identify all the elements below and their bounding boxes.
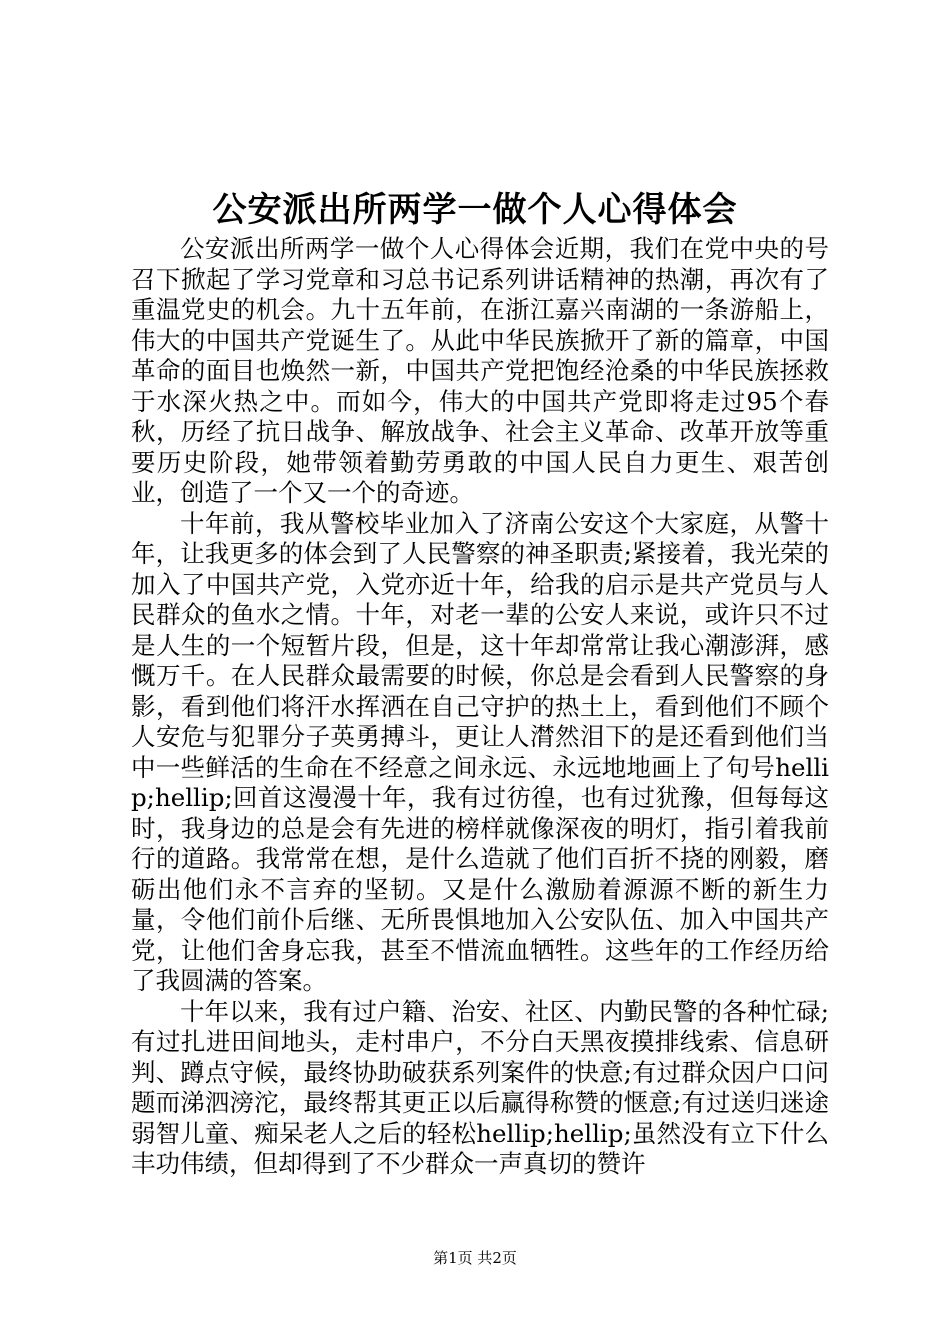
document-title: 公安派出所两学一做个人心得体会 bbox=[212, 190, 738, 230]
page-footer: 第1页 共2页 bbox=[433, 1249, 517, 1267]
paragraph-1: 公安派出所两学一做个人心得体会近期，我们在党中央的号召下掀起了学习党章和习总书记系列讲话精神的热潮，再次有了重温党史的机会。九十五年前，在浙江嘉兴南湖的一条游船上，伟大的中国共产党诞生了。从此中华民族掀开了新的篇章，中国革命的面目也焕然一新，中国共产党把饱经沧桑的中华民族拯救于水深火热之中。而如今，伟大的中国共产党即将走过95个春秋，历经了抗日战争、解放战争、社会主义革命、改革开放等重要历史阶段，她带领着勤劳勇敢的中国人民自力更生、艰苦创业，创造了一个又一个的奇迹。 bbox=[131, 234, 829, 507]
paragraph-3: 十年以来，我有过户籍、治安、社区、内勤民警的各种忙碌;有过扎进田间地头，走村串户，不分白天黑夜摸排线索、信息研判、蹲点守候，最终协助破获系列案件的快意;有过群众因户口问题而涕泗滂沱，最终帮其更正以后赢得称赞的惬意;有过送归迷途弱智儿童、痴呆老人之后的轻松hellip;hellip;虽然没有立下什么丰功伟绩，但却得到了不少群众一声真切的赞许 bbox=[131, 996, 829, 1178]
document-body bbox=[131, 234, 829, 1180]
paragraph-2: 十年前，我从警校毕业加入了济南公安这个大家庭，从警十年，让我更多的体会到了人民警察的神圣职责;紧接着，我光荣的加入了中国共产党，入党亦近十年，给我的启示是共产党员与人民群众的鱼水之情。十年，对老一辈的公安人来说，或许只不过是人生的一个短暂片段，但是，这十年却常常让我心潮澎湃，感慨万千。在人民群众最需要的时候，你总是会看到人民警察的身影，看到他们将汗水挥洒在自己守护的热土上，看到他们不顾个人安危与犯罪分子英勇搏斗，更让人潸然泪下的是还看到他们当中一些鲜活的生命在不经意之间永远、永远地地画上了句号hellip;hellip;回首这漫漫十年，我有过彷徨，也有过犹豫，但每每这时，我身边的总是会有先进的榜样就像深夜的明灯，指引着我前行的道路。我常常在想，是什么造就了他们百折不挠的刚毅，磨砺出他们永不言弃的坚韧。又是什么激励着源源不断的新生力量，令他们前仆后继、无所畏惧地加入公安队伍、加入中国共产党，让他们舍身忘我，甚至不惜流血牺牲。这些年的工作经历给了我圆满的答案。 bbox=[131, 508, 829, 995]
